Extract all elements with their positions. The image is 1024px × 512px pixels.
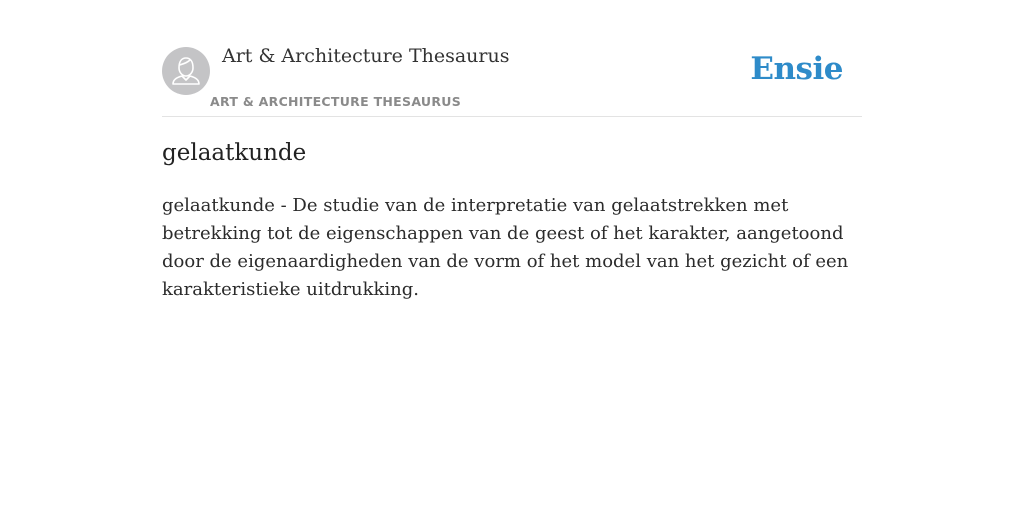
brand-logo[interactable]: Ensie xyxy=(750,51,843,87)
author-name[interactable]: Art & Architecture Thesaurus xyxy=(222,45,510,67)
entry-definition: gelaatkunde - De studie van de interpretatie van gelaatstrekken met betrekking tot de eigenschappen van de geest of het karakter, aangetoond door de eigenaardigheden van de vorm of het model van het gezicht of een karakteristieke uitdrukking. xyxy=(162,195,849,300)
author-subtitle: ART & ARCHITECTURE THESAURUS xyxy=(210,94,462,109)
entry-title: gelaatkunde xyxy=(162,140,307,166)
header xyxy=(162,0,862,117)
user-avatar-icon[interactable] xyxy=(162,47,210,95)
